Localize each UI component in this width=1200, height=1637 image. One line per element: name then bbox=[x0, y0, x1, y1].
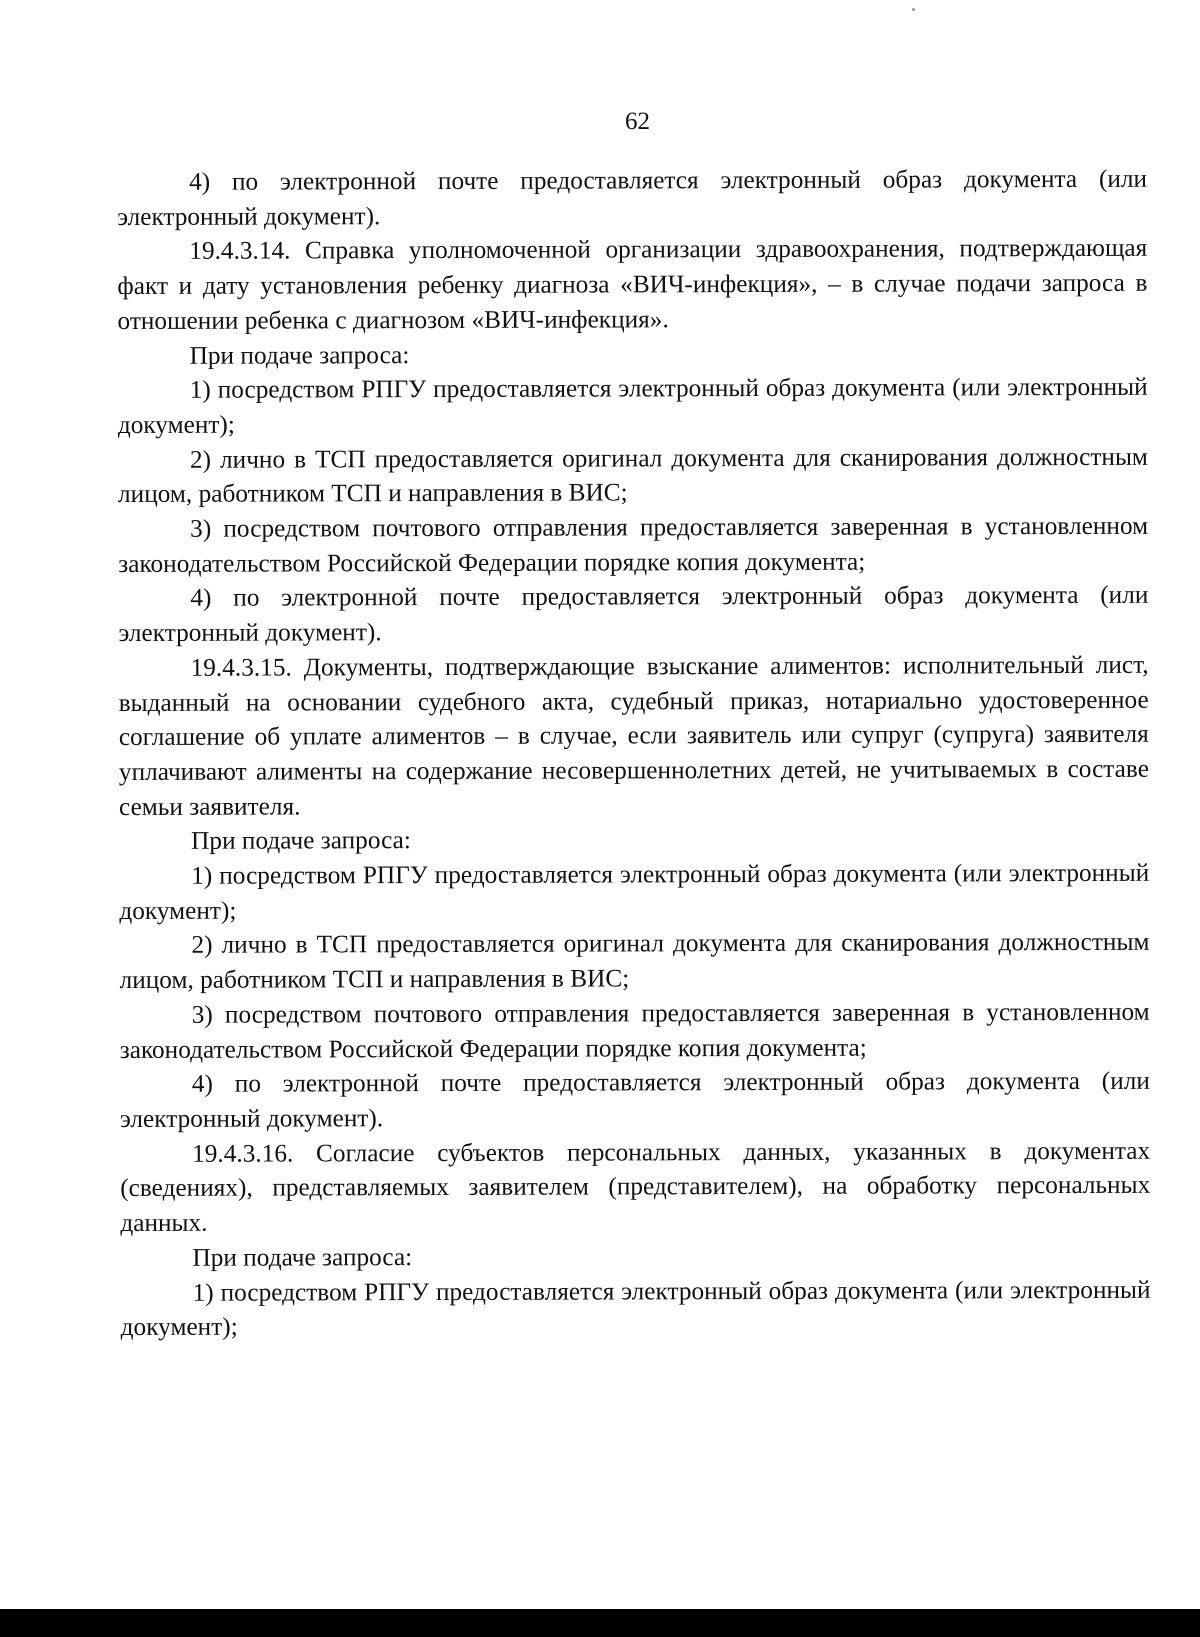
paragraph-15: При подаче запроса: bbox=[192, 1242, 413, 1272]
paragraph-5: 2) лично в ТСП предоставляется оригинал документа для сканирования должностным лицом, работником ТСП и направления в ВИС; bbox=[117, 442, 1148, 509]
document-body bbox=[117, 162, 1151, 1345]
paragraph-6: 3) посредством почтового отправления предоставляется заверенная в установленном законодательством Российской Федерации порядке копия документа; bbox=[118, 511, 1149, 578]
paragraph-4: 1) посредством РПГУ предоставляется электронный образ документа (или электронный документ); bbox=[117, 372, 1148, 439]
paragraph-7: 4) по электронной почте предоставляется электронный образ документа (или электронный документ). bbox=[118, 581, 1149, 648]
paragraph-9: При подаче запроса: bbox=[191, 826, 411, 856]
paragraph-12: 3) посредством почтового отправления предоставляется заверенная в установленном законодательством Российской Федерации порядке копия документа; bbox=[119, 997, 1150, 1064]
paragraph-2: 19.4.3.14. Справка уполномоченной организации здравоохранения, подтверждающая факт и дату установления ребенку диагноза «ВИЧ-инфекция», – в случае подачи запроса в отношении ребенка с диагнозом «ВИЧ-инфекция». bbox=[117, 234, 1148, 335]
paragraph-10: 1) посредством РПГУ предоставляется электронный образ документа (или электронный документ); bbox=[119, 858, 1150, 925]
paragraph-14: 19.4.3.16. Согласие субъектов персональных данных, указанных в документах (сведениях), представляемых заявителем (представителем), на обработку персональных данных. bbox=[120, 1136, 1151, 1238]
paragraph-3: При подаче запроса: bbox=[189, 340, 410, 370]
paragraph-13: 4) по электронной почте предоставляется электронный образ документа (или электронный документ). bbox=[119, 1067, 1150, 1133]
paragraph-16: 1) посредством РПГУ предоставляется электронный образ документа (или электронный документ); bbox=[120, 1275, 1151, 1342]
paragraph-8: 19.4.3.15. Документы, подтверждающие взыскание алиментов: исполнительный лист, выданный на основании судебного акта, судебный приказ, нотариально удостоверенное соглашение об уплате алиментов – в случае, если заявитель или супруг (супруга) заявителя уплачивают алименты на содержание несовершеннолетних детей, не учитываемых в составе семьи заявителя. bbox=[118, 650, 1149, 821]
scan-dust-mark bbox=[912, 8, 915, 11]
paragraph-11: 2) лично в ТСП предоставляется оригинал документа для сканирования должностным лицом, работником ТСП и направления в ВИС; bbox=[119, 928, 1150, 995]
page-number: 62 bbox=[625, 108, 650, 135]
paragraph-1: 4) по электронной почте предоставляется электронный образ документа (или электронный документ). bbox=[117, 164, 1148, 231]
scan-bottom-border bbox=[0, 1609, 1200, 1637]
